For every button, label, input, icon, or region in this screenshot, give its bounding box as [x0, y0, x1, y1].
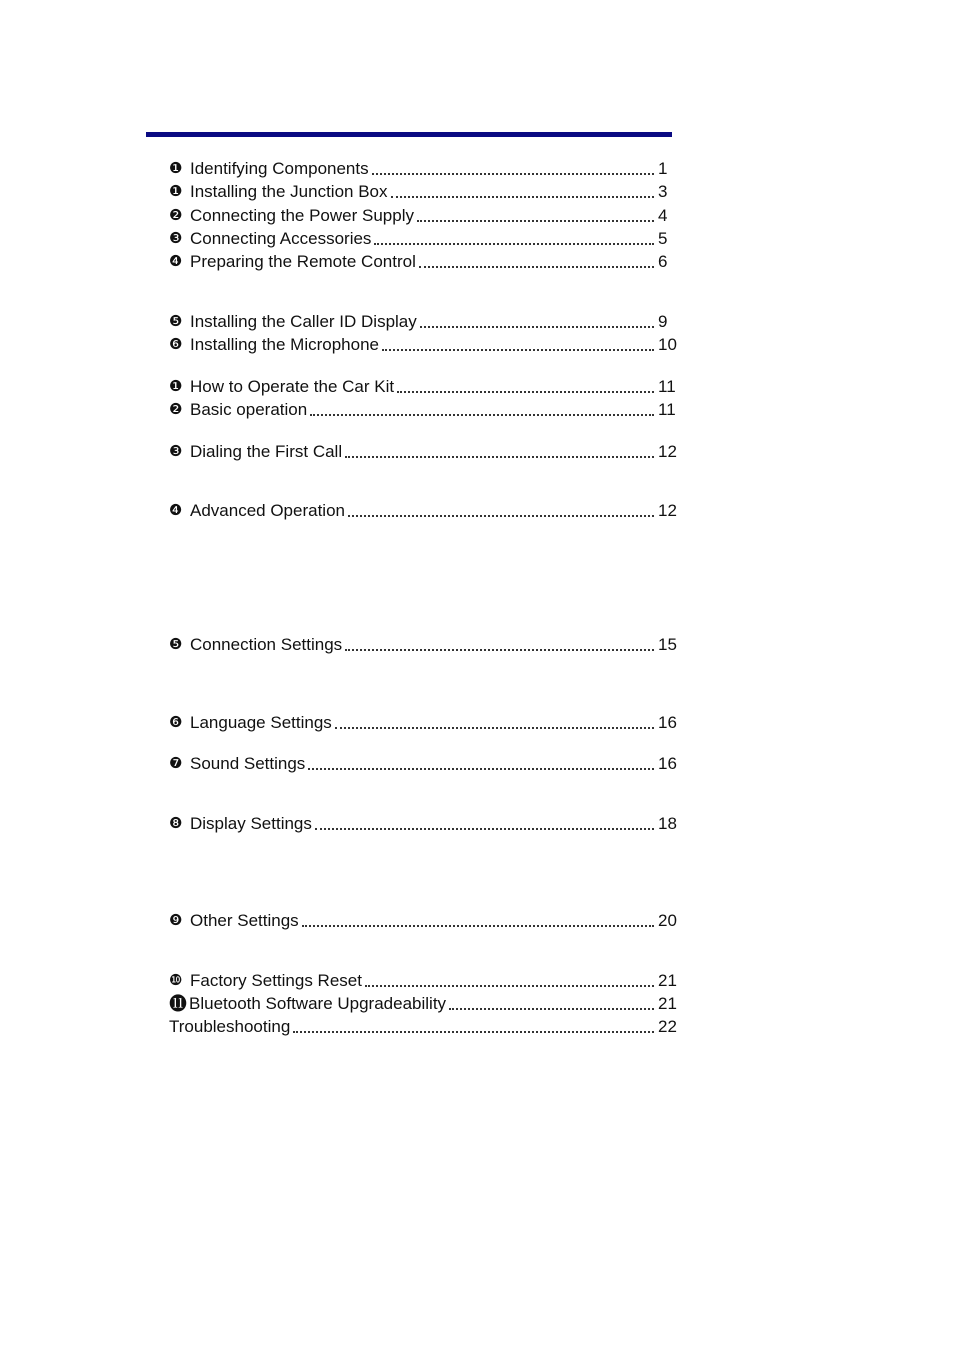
toc-entry[interactable]: [169, 228, 680, 250]
bullet-number-icon: ❶: [169, 160, 183, 177]
toc-entry-page: 18: [658, 814, 677, 833]
toc-entry-title: Advanced Operation: [190, 501, 345, 520]
dot-leader: [365, 985, 654, 987]
dot-leader: [310, 414, 654, 416]
bullet-number-icon: ❿: [169, 972, 183, 989]
toc-entry-page: 3: [658, 182, 668, 201]
bullet-number-icon: ❸: [169, 443, 183, 460]
toc-entry[interactable]: [169, 441, 680, 463]
toc-entry-title: Other Settings: [190, 911, 299, 930]
toc-entry[interactable]: [169, 970, 680, 992]
toc-entry-title: Factory Settings Reset: [190, 971, 362, 990]
toc-entry-title: Connection Settings: [190, 635, 343, 654]
toc-entry-title: How to Operate the Car Kit: [190, 377, 395, 396]
bullet-number-icon: ❸: [169, 230, 183, 247]
toc-entry-page: 12: [658, 442, 677, 461]
toc-entry[interactable]: [169, 311, 680, 333]
toc-entry[interactable]: [169, 993, 680, 1015]
toc-entry[interactable]: [169, 205, 680, 227]
toc-entry-page: 22: [658, 1017, 677, 1036]
toc-entry-title: Dialing the First Call: [190, 442, 343, 461]
toc-entry-title: Language Settings: [190, 713, 332, 732]
bullet-number-icon: ❷: [169, 207, 183, 224]
dot-leader: [382, 349, 654, 351]
bullet-number-icon: ❹: [169, 253, 183, 270]
toc-entry[interactable]: [169, 634, 680, 656]
toc-entry-page: 11: [658, 400, 676, 419]
dot-leader: [335, 727, 654, 729]
dot-leader: [302, 925, 654, 927]
toc-entry-page: 12: [658, 501, 677, 520]
toc-entry-page: 21: [658, 971, 677, 990]
toc-entry[interactable]: [169, 334, 680, 356]
toc-entry-page: 5: [658, 229, 668, 248]
toc-entry-title: Preparing the Remote Control: [190, 252, 416, 271]
toc-entry-page: 9: [658, 312, 668, 331]
toc-entry-page: 21: [658, 994, 677, 1013]
bullet-number-icon: ❾: [169, 912, 183, 929]
toc-entry[interactable]: [169, 712, 680, 734]
toc-entry[interactable]: [169, 399, 680, 421]
dot-leader: [391, 196, 654, 198]
toc-entry-page: 15: [658, 635, 677, 654]
bullet-number-icon: ⓫: [169, 994, 187, 1014]
toc-entry-title: Troubleshooting: [169, 1017, 291, 1036]
dot-leader: [374, 243, 654, 245]
bullet-number-icon: ❶: [169, 378, 183, 395]
toc-entry-page: 10: [658, 335, 677, 354]
toc-entry-title: Bluetooth Software Upgradeability: [189, 994, 447, 1013]
toc-entry[interactable]: [169, 753, 680, 775]
toc-entry-title: Installing the Caller ID Display: [190, 312, 417, 331]
bullet-number-icon: ❹: [169, 502, 183, 519]
toc-entry-title: Display Settings: [190, 814, 312, 833]
bullet-number-icon: ❺: [169, 313, 183, 330]
toc-entry-page: 4: [658, 206, 668, 225]
dot-leader: [372, 173, 654, 175]
dot-leader: [449, 1008, 654, 1010]
toc-entry-page: 20: [658, 911, 677, 930]
toc-entry-page: 11: [658, 377, 676, 396]
toc-entry-title: Identifying Components: [190, 159, 369, 178]
bullet-number-icon: ❻: [169, 714, 183, 731]
bullet-number-icon: ❶: [169, 183, 183, 200]
toc-entry-title: Sound Settings: [190, 754, 306, 773]
dot-leader: [397, 391, 654, 393]
toc-entry-page: 16: [658, 713, 677, 732]
dot-leader: [417, 220, 654, 222]
bullet-number-icon: ❼: [169, 755, 183, 772]
toc-entry[interactable]: [169, 500, 680, 522]
dot-leader: [345, 649, 654, 651]
bullet-number-icon: ❽: [169, 815, 183, 832]
toc-entry-page: 16: [658, 754, 677, 773]
toc-entry[interactable]: [169, 813, 680, 835]
dot-leader: [348, 515, 654, 517]
toc-entry[interactable]: [169, 251, 680, 273]
toc-entry[interactable]: [169, 376, 680, 398]
dot-leader: [345, 456, 654, 458]
toc-entry[interactable]: [169, 1016, 680, 1038]
bullet-number-icon: ❺: [169, 636, 183, 653]
toc-entry[interactable]: [169, 181, 680, 203]
toc-entry-title: Connecting the Power Supply: [190, 206, 414, 225]
bullet-number-icon: ❻: [169, 336, 183, 353]
toc-entry-page: 1: [658, 159, 668, 178]
toc-entry-page: 6: [658, 252, 668, 271]
dot-leader: [308, 768, 654, 770]
toc-entry-title: Installing the Junction Box: [190, 182, 388, 201]
toc-entry[interactable]: [169, 910, 680, 932]
dot-leader: [419, 266, 654, 268]
toc-entry-title: Basic operation: [190, 400, 308, 419]
dot-leader: [420, 326, 654, 328]
bullet-number-icon: ❷: [169, 401, 183, 418]
toc-entry-title: Connecting Accessories: [190, 229, 372, 248]
dot-leader: [315, 828, 654, 830]
toc-entry[interactable]: [169, 158, 680, 180]
toc-entry-title: Installing the Microphone: [190, 335, 380, 354]
dot-leader: [293, 1031, 654, 1033]
